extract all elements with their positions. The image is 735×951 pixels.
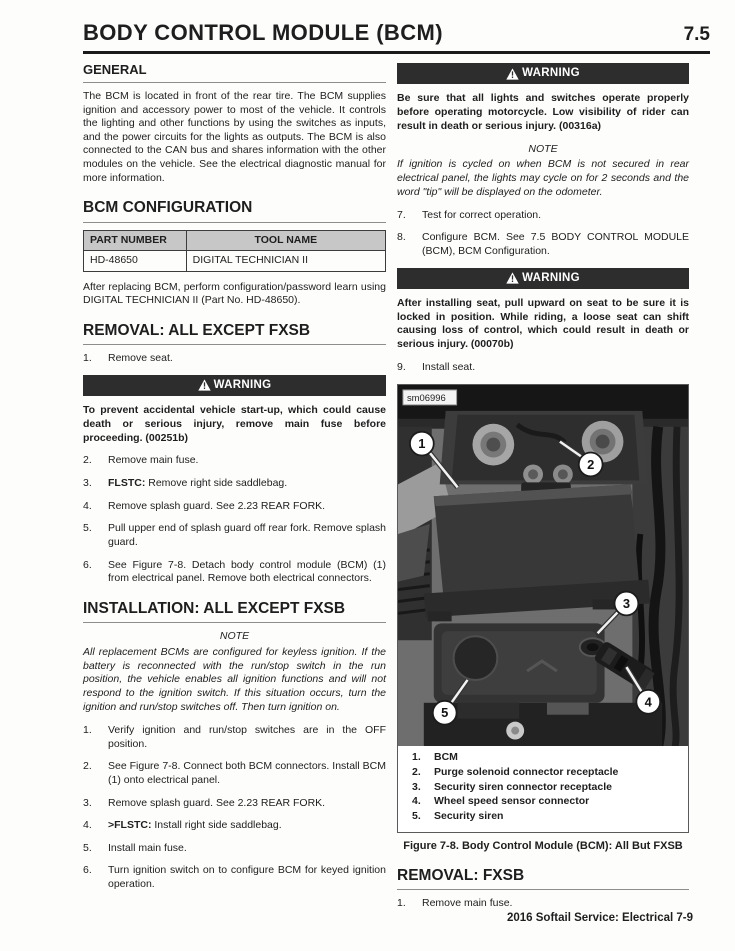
- warning-label: WARNING: [522, 67, 580, 80]
- page-title: BODY CONTROL MODULE (BCM): [83, 20, 443, 45]
- legend-item: 3. Security siren connector receptacle: [412, 780, 612, 793]
- list-item: 2. See Figure 7-8. Connect both BCM connectors. Install BCM (1) onto electrical panel.: [83, 760, 386, 786]
- figure-7-8: [397, 384, 689, 833]
- legend-item: 4. Wheel speed sensor connector: [412, 795, 590, 808]
- list-item: 6. See Figure 7-8. Detach body control module (BCM) (1) from electrical panel. Remove both electrical connectors.: [83, 558, 386, 585]
- list-item: 1. Remove main fuse.: [397, 896, 513, 909]
- warning-banner: [83, 375, 386, 396]
- legend-item: 2. Purge solenoid connector receptacle: [412, 765, 619, 778]
- bcm-configuration-table: [83, 230, 386, 272]
- list-item: 6. Turn ignition switch on to configure BCM for keyed ignition operation.: [83, 864, 386, 891]
- section-number: 7.5: [683, 24, 710, 45]
- warning-text: To prevent accidental vehicle start-up, which could cause death or serious injury, remove main fuse before proceeding. (00251b): [83, 403, 386, 444]
- cell-tool-name: DIGITAL TECHNICIAN II: [186, 251, 385, 272]
- warning-triangle-icon: [198, 379, 211, 391]
- installation-note: All replacement BCMs are configured for keyless ignition. If the battery is reconnected with the run/stop switch in the run position, the vehicle enables all ignition functions and will not respond to the ignition switch. If this situation occurs, turn the ignition and run/stop switches off. Then turn ignition on.: [83, 645, 386, 714]
- list-item: 1. Remove seat.: [83, 352, 173, 365]
- heading-removal-all-except-fxsb: REMOVAL: ALL EXCEPT FXSB: [83, 321, 386, 345]
- callout-4: 4: [644, 694, 652, 710]
- callout-1: 1: [418, 435, 426, 451]
- warning-banner: [397, 63, 689, 84]
- list-item: 5. Install main fuse.: [83, 841, 187, 854]
- legend-item: 1. BCM: [412, 751, 458, 764]
- heading-bcm-configuration: BCM CONFIGURATION: [83, 198, 386, 222]
- config-note-paragraph: After replacing BCM, perform configuration/password learn using DIGITAL TECHNICIAN II (Part No. HD-48650).: [83, 280, 386, 307]
- table-header-tool-name: TOOL NAME: [186, 230, 385, 251]
- list-item: 7. Test for correct operation.: [397, 208, 542, 221]
- warning-text: After installing seat, pull upward on seat to be sure it is locked in position. While riding, a loose seat can shift causing loss of control, which could result in death or serious injury. (00070b): [397, 296, 689, 351]
- page-footer: 2016 Softail Service: Electrical 7-9: [506, 912, 693, 924]
- bcm-photo: [398, 385, 688, 747]
- list-item: 3. Remove splash guard. See 2.23 REAR FORK.: [83, 796, 326, 809]
- list-item: 4. Remove splash guard. See 2.23 REAR FORK.: [83, 499, 326, 512]
- list-item: 4. >FLSTC: Install right side saddlebag.: [83, 819, 282, 832]
- figure-legend: [398, 746, 688, 831]
- general-paragraph: The BCM is located in front of the rear tire. The BCM supplies ignition and accessory power to most of the vehicle. It controls the lighting and other functions by using the switches as inputs, and the power circuits for the lights as outputs. The BCM is also connected to the CAN bus and shares information with the other modules on the vehicle. See the electrical diagnostic manual for more information.: [83, 89, 386, 184]
- callout-3: 3: [622, 595, 631, 611]
- left-column: [83, 62, 386, 901]
- bcm-tip-note: If ignition is cycled on when BCM is not secured in rear electrical panel, the lights may cycle on for 2 seconds and the word "tip" will be displayed on the odometer.: [397, 158, 689, 198]
- list-item: 1. Verify ignition and run/stop switches are in the OFF position.: [83, 724, 386, 750]
- warning-label: WARNING: [213, 378, 272, 391]
- warning-triangle-icon: [506, 68, 519, 80]
- legend-item: 5. Security siren: [412, 809, 504, 822]
- table-header-part-number: PART NUMBER: [84, 230, 187, 251]
- callout-2: 2: [587, 456, 595, 472]
- callout-5: 5: [441, 704, 449, 720]
- note-label: NOTE: [219, 630, 250, 643]
- list-item: 9. Install seat.: [397, 361, 476, 374]
- heading-removal-fxsb: REMOVAL: FXSB: [397, 866, 689, 890]
- table-row: [84, 251, 386, 272]
- warning-triangle-icon: [506, 272, 519, 284]
- image-label: sm06996: [406, 391, 446, 403]
- figure-caption: Figure 7-8. Body Control Module (BCM): All But FXSB: [403, 839, 683, 852]
- warning-banner: [397, 268, 689, 289]
- right-column: [397, 62, 689, 920]
- heading-installation-all-except-fxsb: INSTALLATION: ALL EXCEPT FXSB: [83, 599, 386, 623]
- note-label: NOTE: [528, 142, 558, 155]
- cell-part-number: HD-48650: [84, 251, 187, 272]
- warning-label: WARNING: [522, 271, 580, 284]
- heading-general: GENERAL: [83, 62, 386, 83]
- list-item: 8. Configure BCM. See 7.5 BODY CONTROL MODULE (BCM), BCM Configuration.: [397, 231, 689, 258]
- page-header: [83, 20, 710, 54]
- list-item: 3. FLSTC: Remove right side saddlebag.: [83, 477, 288, 490]
- list-item: 5. Pull upper end of splash guard off rear fork. Remove splash guard.: [83, 522, 386, 548]
- list-item: 2. Remove main fuse.: [83, 454, 199, 467]
- warning-text: Be sure that all lights and switches operate properly before operating motorcycle. Low visibility of rider can result in death or serious injury. (00316a): [397, 92, 689, 132]
